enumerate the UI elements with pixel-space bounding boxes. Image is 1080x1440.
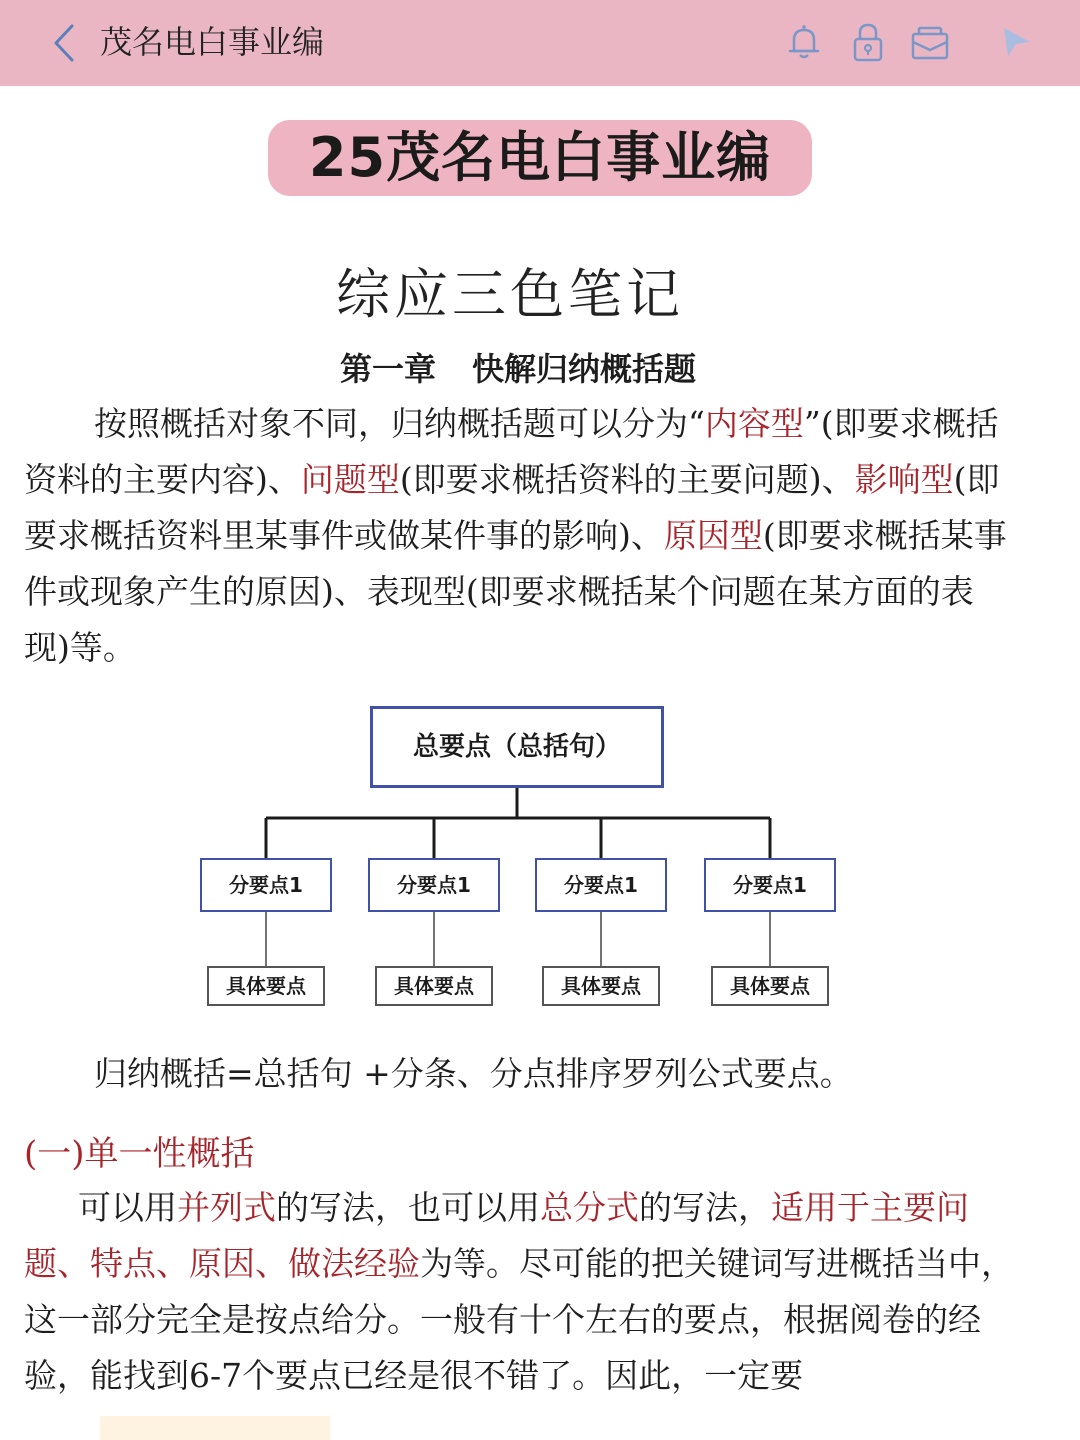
highlight-text: 适用于主要问题、特点、原因、做法经验 [24,1188,969,1283]
para-text: 的写法，也可以用 [276,1188,540,1227]
document-title-banner [268,120,812,196]
intro-paragraph [24,396,1014,676]
highlight-text: 总分式 [540,1188,639,1227]
para-text: 的写法， [639,1188,771,1227]
bottom-overlay [100,1416,330,1440]
back-button[interactable] [40,18,90,68]
diagram-detail-point: 具体要点 [542,966,660,1006]
diagram-detail-point: 具体要点 [711,966,829,1006]
highlight-text: 问题型 [300,460,400,499]
highlight-text: 并列式 [177,1188,276,1227]
para-text: ”(即要求概括资料的主要内容)、 [24,404,999,499]
chapter-title: 快解归纳概括题 [472,350,697,388]
bell-icon [782,20,826,64]
diagram-detail-point: 具体要点 [207,966,325,1006]
diagram-sub-point: 分要点1 [200,858,332,912]
top-bar [0,0,1080,86]
diagram-sub-point: 分要点1 [535,858,667,912]
lock-icon [846,20,890,64]
notification-button[interactable] [782,20,826,64]
document-subtitle: 综应三色笔记 [336,263,684,326]
highlight-text: 影响型 [854,460,954,499]
document-title: 25茂名电白事业编 [308,126,772,189]
inbox-button[interactable] [908,20,952,64]
para-text: (即要求概括某事件或现象产生的原因)、表现型(即要求概括某个问题在某方面的表现)等。 [24,516,1007,667]
highlight-text: 原因型 [663,516,763,555]
highlight-text: 内容型 [704,404,804,443]
lock-button[interactable] [846,20,890,64]
diagram-main-point: 总要点（总括句） [370,706,664,788]
diagram-sub-point: 分要点1 [368,858,500,912]
summary-structure-diagram [190,700,850,1020]
chapter-heading [0,344,1036,390]
chapter-number: 第一章 [339,350,436,388]
app-title: 茂名电白事业编 [100,23,325,61]
para-text: (即要求概括资料的主要问题)、 [399,460,855,499]
inbox-icon [908,20,952,64]
formula-text: 归纳概括=总括句 +分条、分点排序罗列公式要点。 [94,1054,853,1093]
send-button[interactable] [994,20,1038,64]
para-text: 按照概括对象不同，归纳概括题可以分为“ [94,404,705,443]
diagram-detail-point: 具体要点 [375,966,493,1006]
send-icon [994,20,1038,64]
section-paragraph [24,1180,1014,1404]
section-heading: (一)单一性概括 [24,1134,255,1174]
para-text: (即要求概括资料里某事件或做某件事的影响)、 [24,460,1000,555]
para-text: 为等。尽可能的把关键词写进概括当中，这一部分完全是按点给分。一般有十个左右的要点，根据阅卷的经验，能找到6-7个要点已经是很不错了。因此，一定要 [24,1244,1014,1395]
back-icon [40,18,90,68]
para-text: 可以用 [78,1188,177,1227]
diagram-sub-point: 分要点1 [704,858,836,912]
